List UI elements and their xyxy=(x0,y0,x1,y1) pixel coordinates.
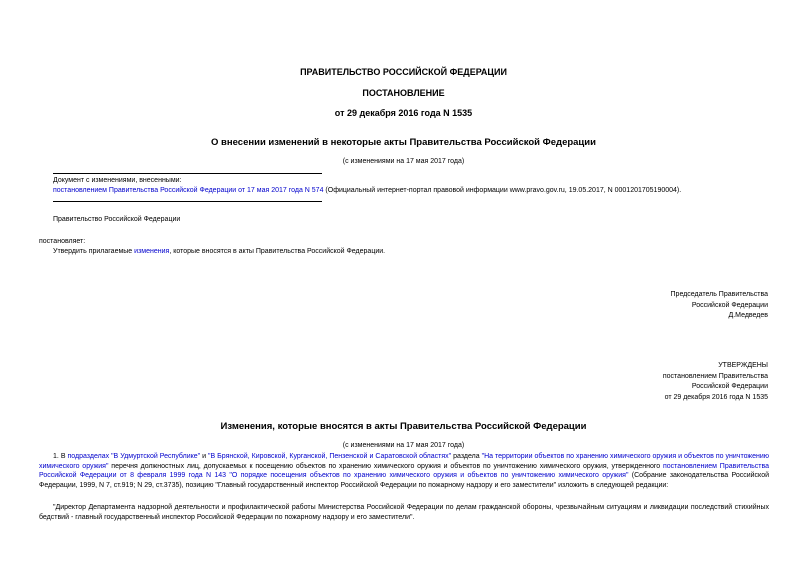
divider-bottom xyxy=(53,201,322,202)
approve-sentence: Утвердить прилагаемые изменения, которые вносятся в акты Правительства Российской Федерации. xyxy=(53,248,386,255)
link-decree[interactable]: постановлением Правительства Российской Федерации от 8 февраля 1999 года N 143 "О порядке посещения объектов по хранению химического оружия и объектов по уничтожению химического оружия" xyxy=(39,462,769,480)
changes-amended-note: (с изменениями на 17 мая 2017 года) xyxy=(342,442,465,449)
link-subsections[interactable]: подразделах "В Удмуртской Республике" xyxy=(67,453,201,460)
doc-title: О внесении изменений в некоторые акты Правительства Российской Федерации xyxy=(211,137,596,148)
preamble-subject: Правительство Российской Федерации xyxy=(53,216,181,223)
issuer-heading: ПРАВИТЕЛЬСТВО РОССИЙСКОЙ ФЕДЕРАЦИИ xyxy=(300,67,507,77)
changes-link[interactable]: изменения xyxy=(134,248,170,255)
approved-label: УТВЕРЖДЕНЫ xyxy=(718,362,768,369)
approval-block xyxy=(663,361,768,403)
paragraph-2: "Директор Департамента надзорной деятельности и профилактической работы Министерства Российской Федерации по делам гражданской обороны, чрезвычайным ситуациям и ликвидации последствий стихийных бедствий - главный государственный инспектор Российской Федерации по пожарному надзору и его заместители". xyxy=(39,504,769,521)
changes-source-link[interactable]: постановлением Правительства Российской Федерации от 17 мая 2017 года N 574 xyxy=(53,187,324,194)
amendments-note: (с изменениями на 17 мая 2017 года) xyxy=(342,158,465,165)
approved-by-1: постановлением Правительства xyxy=(662,372,768,380)
signature-block xyxy=(671,290,768,322)
changes-source xyxy=(53,186,681,195)
changes-source-text: (Официальный интернет-портал правовой информации www.pravo.gov.ru, 19.05.2017, N 0001201705190004). xyxy=(325,187,682,194)
link-udmurt[interactable]: "В Брянской, Кировской, Курганской, Пензенской и Саратовской областях" xyxy=(208,453,452,460)
approved-date: от 29 декабря 2016 года N 1535 xyxy=(664,393,768,401)
paragraph-1: 1. В подразделах "В Удмуртской Республике" и "В Брянской, Кировской, Курганской, Пензенской и Саратовской областях" раздела "На территории объектов по хранению химического оружия и объектов по уничтожению химического оружия" перечня должностных лиц, допускаемых к посещению объектов по хранению химического оружия и объектов по уничтожению химического оружия, утвержденного постановлением Правительства Российской Федерации от 8 февраля 1999 года N 143 "О порядке посещения объектов по хранению химического оружия и объектов по уничтожению химического оружия" (Собрание законодательства Российской Федерации, 1999, N 7, ст.919; N 29, ст.3735), позицию "Главный государственный инспектор Российской Федерации по пожарному надзору и его заместители" изложить в следующей редакции: xyxy=(39,453,769,489)
approved-by-2: Российской Федерации xyxy=(691,383,768,390)
changes-title: Изменения, которые вносятся в акты Правительства Российской Федерации xyxy=(220,421,587,432)
divider-top xyxy=(53,173,322,174)
changes-label: Документ с изменениями, внесенными: xyxy=(53,177,182,184)
preamble-decides: постановляет: xyxy=(39,238,86,245)
signature-name: Д.Медведев xyxy=(728,312,768,319)
doc-date-heading: от 29 декабря 2016 года N 1535 xyxy=(334,108,473,118)
doc-type-heading: ПОСТАНОВЛЕНИЕ xyxy=(362,88,445,98)
signature-title-2: Российской Федерации xyxy=(691,301,768,309)
link-regions[interactable]: "На территории объектов по хранению химического оружия и объектов по уничтожению химического оружия" xyxy=(39,453,769,470)
signature-title-1: Председатель Правительства xyxy=(670,291,768,298)
